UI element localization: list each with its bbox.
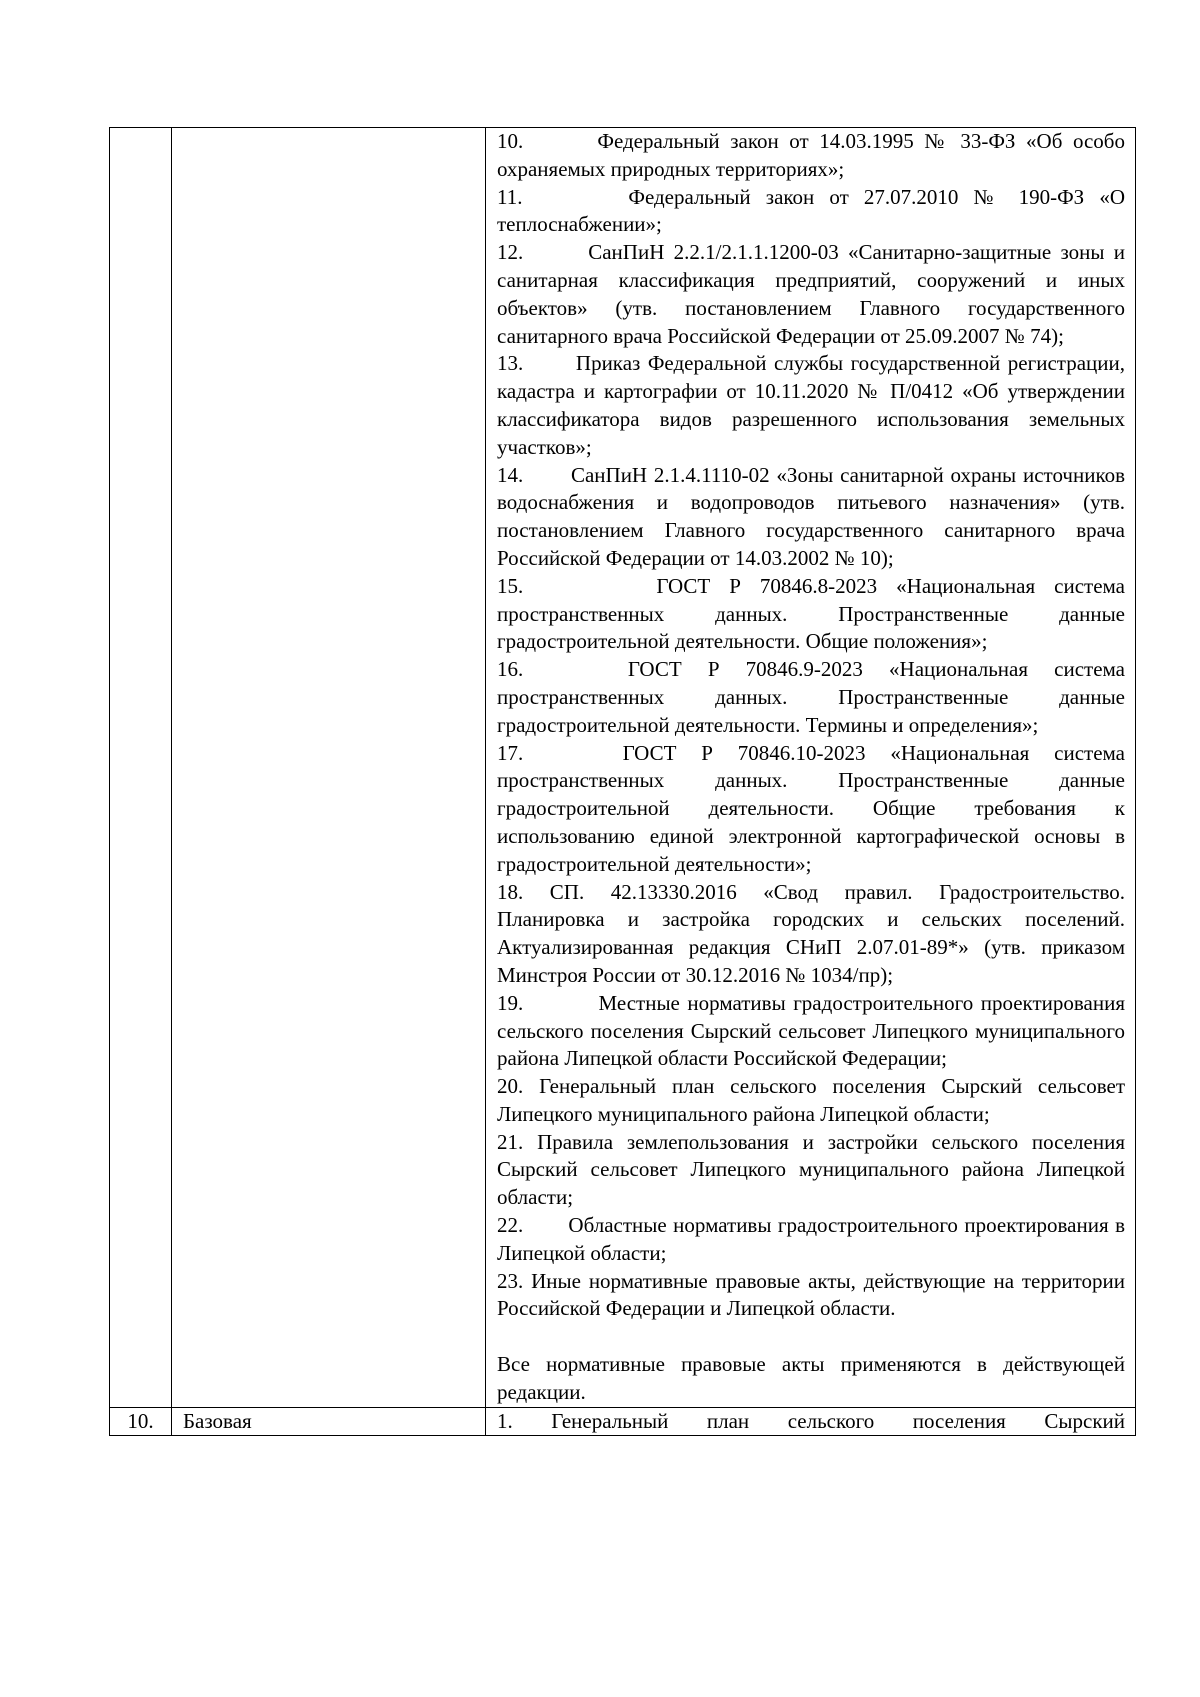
row-number-cell — [110, 128, 172, 1408]
row-content-cell — [486, 1407, 1136, 1436]
row-name-cell — [172, 128, 486, 1408]
list-item: 14. СанПиН 2.1.4.1110-02 «Зоны санитарной охраны источников водоснабжения и водопроводов питьевого назначения» (утв. постановлением Главного государственного санитарного врача Российской Федерации от 14.03.2002 № 10); — [497, 462, 1125, 570]
table-row — [110, 1407, 1136, 1436]
note-text: Все нормативные правовые акты применяются в действующей редакции. — [497, 1352, 1125, 1404]
row-content-cell — [486, 128, 1136, 1408]
row-number: 10. — [127, 1408, 154, 1433]
spacer — [497, 1323, 1125, 1351]
list-item: 19. Местные нормативы градостроительного проектирования сельского поселения Сырский сельсовет Липецкого муниципального района Липецкой области Российской Федерации; — [497, 990, 1125, 1071]
list-item: 16. ГОСТ Р 70846.9-2023 «Национальная система пространственных данных. Пространственные данные градостроительной деятельности. Термины и определения»; — [497, 657, 1125, 737]
regulation-list — [486, 128, 1135, 1323]
list-item: 10. Федеральный закон от 14.03.1995 № 33-ФЗ «Об особо охраняемых природных территориях»; — [497, 129, 1125, 181]
list-item: 1. Генеральный план сельского поселения Сырский — [497, 1408, 1125, 1433]
list-item: 22. Областные нормативы градостроительного проектирования в Липецкой области; — [497, 1213, 1125, 1265]
list-item: 12. СанПиН 2.2.1/2.1.1.1200-03 «Санитарно-защитные зоны и санитарная классификация предприятий, сооружений и иных объектов» (утв. постановлением Главного государственного санитарного врача Российской Федерации от 25.09.2007 № 74); — [497, 240, 1125, 348]
list-item: 21. Правила землепользования и застройки сельского поселения Сырский сельсовет Липецкого муниципального района Липецкой области; — [497, 1129, 1125, 1210]
list-item: 20. Генеральный план сельского поселения Сырский сельсовет Липецкого муниципального района Липецкой области; — [497, 1074, 1125, 1126]
row-name: Базовая — [183, 1408, 252, 1433]
list-item: 23. Иные нормативные правовые акты, действующие на территории Российской Федерации и Липецкой области. — [497, 1268, 1125, 1321]
requirements-table — [109, 127, 1136, 1436]
row-name-cell — [172, 1407, 486, 1436]
row-number-cell — [110, 1407, 172, 1436]
list-item: 18. СП. 42.13330.2016 «Свод правил. Градостроительство. Планировка и застройка городских и сельских поселений. Актуализированная редакция СНиП 2.07.01-89*» (утв. приказом Минстроя России от 30.12.2016 № 1034/пр); — [497, 879, 1125, 987]
list-item: 11. Федеральный закон от 27.07.2010 № 190-ФЗ «О теплоснабжении»; — [497, 184, 1125, 237]
table-row — [110, 128, 1136, 1408]
list-item: 15. ГОСТ Р 70846.8-2023 «Национальная система пространственных данных. Пространственные данные градостроительной деятельности. Общие положения»; — [497, 573, 1125, 654]
list-item: 13. Приказ Федеральной службы государственной регистрации, кадастра и картографии от 10.11.2020 № П/0412 «Об утверждении классификатора видов разрешенного использования земельных участков»; — [497, 351, 1125, 459]
list-item: 17. ГОСТ Р 70846.10-2023 «Национальная система пространственных данных. Пространственные данные градостроительной деятельности. Общие требования к использованию единой электронной картографической основы в градостроительной деятельности»; — [497, 740, 1125, 876]
